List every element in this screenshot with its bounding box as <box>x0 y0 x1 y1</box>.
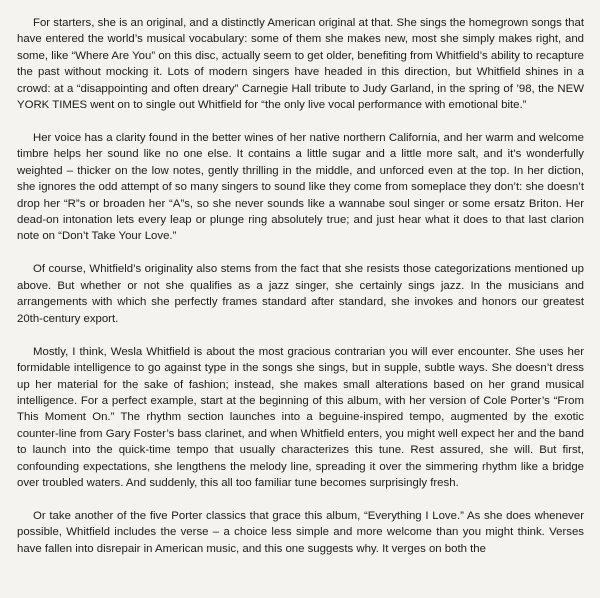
paragraph-2: Her voice has a clarity found in the better wines of her native northern California, and her warm and welcome timbre helps her sound like no one else. It contains a little sugar and a little more salt, and it’s wonderfully weighted – thicker on the low notes, gently thrilling in the middle, and unforced even at the top. In her diction, she ignores the odd attempt of so many singers to sound like they come from someplace they don’t: she doesn’t drop her “R”s or broaden her “A”s, so she never sounds like a wannabe soul singer or some ersatz Briton. Her dead-on intonation lets every leap or plunge ring absolutely true; and just hear what it does to that last clarion note on “Don’t Take Your Love.” <box>17 132 584 243</box>
paragraph-4: Mostly, I think, Wesla Whitfield is about the most gracious contrarian you will ever encounter. She uses her formidable intelligence to go against type in the songs she sings, but in supple, subtle ways. She doesn’t dress up her material for the sake of fashion; instead, she makes small alterations based on her grand musical intelligence. For a perfect example, start at the beginning of this album, with her version of Cole Porter’s “From This Moment On.” The rhythm section launches into a beguine-inspired tempo, augmented by the exotic counter-line from Gary Foster’s bass clarinet, and when Whitfield enters, you might well expect her and the band to launch into the quick-time tempo that usually characterizes this tune. Rest assured, she will. But first, confounding expectations, she lengthens the melody line, spreading it over the simmering rhythm like a bridge over troubled waters. And suddenly, this all too familiar tune becomes surprisingly fresh. <box>17 345 584 489</box>
paragraph-1: For starters, she is an original, and a distinctly American original at that. She sings the homegrown songs that have entered the world’s musical vocabulary: some of them she makes new, most she simply makes right, and some, like “Where Are You” on this disc, actually seem to get older, benefiting from Whitfield’s ability to recapture the past without mocking it. Lots of modern singers have headed in this direction, but Whitfield shines in a crowd: at a “disappointing and often dreary” Carnegie Hall tribute to Judy Garland, in the spring of ’98, the NEW YORK TIMES went on to single out Whitfield for “the only live vocal performance with emotional bite.” <box>17 17 584 112</box>
paragraph-3: Of course, Whitfield’s originality also stems from the fact that she resists those categorizations mentioned up above. But whether or not she qualifies as a jazz singer, she certainly sings jazz. In the musicians and arrangements with which she perfectly frames standard after standard, she invokes and honors our greatest 20th-century export. <box>17 263 584 325</box>
paragraph-5: Or take another of the five Porter classics that grace this album, “Everything I Love.” As she does whenever possible, Whitfield includes the verse – a choice less simple and more welcome than you might think. Verses have fallen into disrepair in American music, and this one suggests why. It verges on both the <box>17 509 584 555</box>
